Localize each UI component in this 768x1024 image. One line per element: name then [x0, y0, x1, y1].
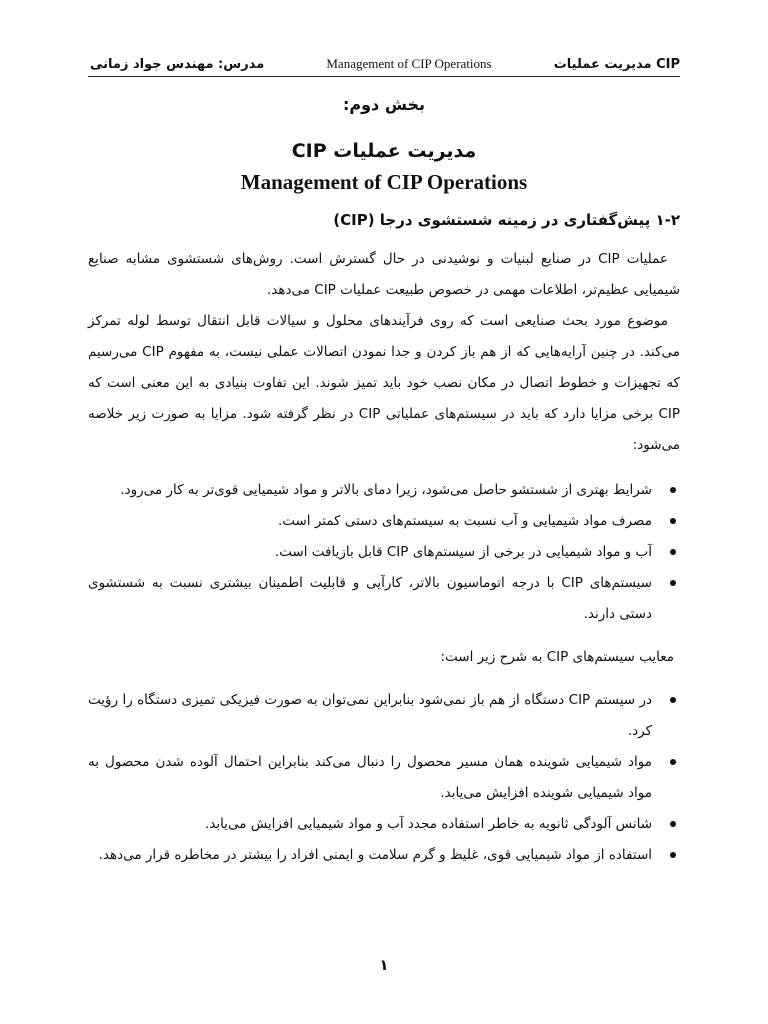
- part-label: بخش دوم:: [342, 95, 425, 114]
- list-item: [88, 506, 680, 537]
- disadvantages-list: [88, 685, 680, 871]
- list-item: [88, 475, 680, 506]
- header-instructor: مدرس: مهندس جواد زمانی: [90, 56, 265, 72]
- header-divider: [88, 76, 680, 77]
- bullet-icon: [670, 852, 676, 858]
- bullet-icon: [670, 518, 676, 524]
- list-item: [88, 809, 680, 840]
- header-english-title: Management of CIP Operations: [326, 56, 492, 71]
- list-item: [88, 685, 680, 747]
- list-item: [88, 568, 680, 630]
- bullet-icon: [670, 759, 676, 765]
- advantages-list: [88, 475, 680, 630]
- list-item-text: استفاده از مواد شیمیایی قوی، غلیظ و گرم سلامت و ایمنی افراد را بیشتر در مخاطره قرار می‌دهد.: [98, 847, 652, 863]
- list-item-text: مصرف مواد شیمیایی و آب نسبت به سیستم‌های دستی کمتر است.: [277, 513, 652, 529]
- bullet-icon: [670, 580, 676, 586]
- list-item: [88, 747, 680, 809]
- page-body: [88, 92, 680, 871]
- header-persian-title: مدیریت عملیات CIP: [553, 56, 680, 72]
- list-item-text: آب و مواد شیمیایی در برخی از سیستم‌های CIP قابل بازیافت است.: [274, 544, 652, 560]
- bullet-icon: [670, 821, 676, 827]
- list-item-text: در سیستم CIP دستگاه از هم باز نمی‌شود بنابراین نمی‌توان به صورت فیزیکی تمیزی دستگاه را رؤیت کرد.: [88, 692, 653, 739]
- page-header: [90, 54, 680, 74]
- list-item-text: مواد شیمیایی شوینده همان مسیر محصول را دنبال می‌کند بنابراین احتمال آلوده شدن محصول به مواد شیمیایی شوینده افزایش می‌یابد.: [88, 754, 652, 801]
- list-item-text: سیستم‌های CIP با درجه اتوماسیون بالاتر، کارآیی و قابلیت اطمینان بیشتری نسبت به شستشوی دستی دارند.: [88, 575, 652, 622]
- paragraph: موضوع مورد بحث صنایعی است که روی فرآیندهای محلول و سیالات قابل انتقال توسط لوله تمرکز می‌کند. در چنین آرایه‌هایی که از هم باز کردن و جدا نمودن اتصالات عملی نیست، به مفهوم CIP می‌رسیم که تجهیزات و خطوط اتصال در مکان نصب خود باید تمیز شوند. این تفاوت بنیادی به این معنی است که CIP برخی مزایا دارد که باید در سیستم‌های عملیاتی CIP در نظر گرفته شود. مزایا به صورت زیر خلاصه می‌شود:: [88, 313, 680, 453]
- bullet-icon: [670, 697, 676, 703]
- section-heading: ۱-۲ پیش‌گفتاری در زمینه شستشوی درجا (CIP): [333, 211, 680, 229]
- list-item-text: شرایط بهتری از شستشو حاصل می‌شود، زیرا دمای بالاتر و مواد شیمیایی قوی‌تر به کار می‌رود.: [120, 482, 652, 498]
- chapter-title-english: Management of CIP Operations: [240, 170, 528, 194]
- list-item: [88, 840, 680, 871]
- disadvantages-intro: معایب سیستم‌های CIP به شرح زیر است:: [440, 649, 674, 665]
- list-item: [88, 537, 680, 568]
- bullet-icon: [670, 487, 676, 493]
- paragraph: عملیات CIP در صنایع لبنیات و نوشیدنی در حال گسترش است. روش‌های شستشوی مشابه صنایع شیمیایی عظیم‌تر، اطلاعات مهمی در خصوص طبیعت عملیات CIP می‌دهد.: [88, 251, 680, 298]
- chapter-title-persian: مدیریت عملیات CIP: [291, 140, 477, 162]
- list-item-text: شانس آلودگی ثانویه به خاطر استفاده مجدد آب و مواد شیمیایی افزایش می‌یابد.: [204, 816, 652, 832]
- page-number: ۱: [379, 956, 389, 974]
- bullet-icon: [670, 549, 676, 555]
